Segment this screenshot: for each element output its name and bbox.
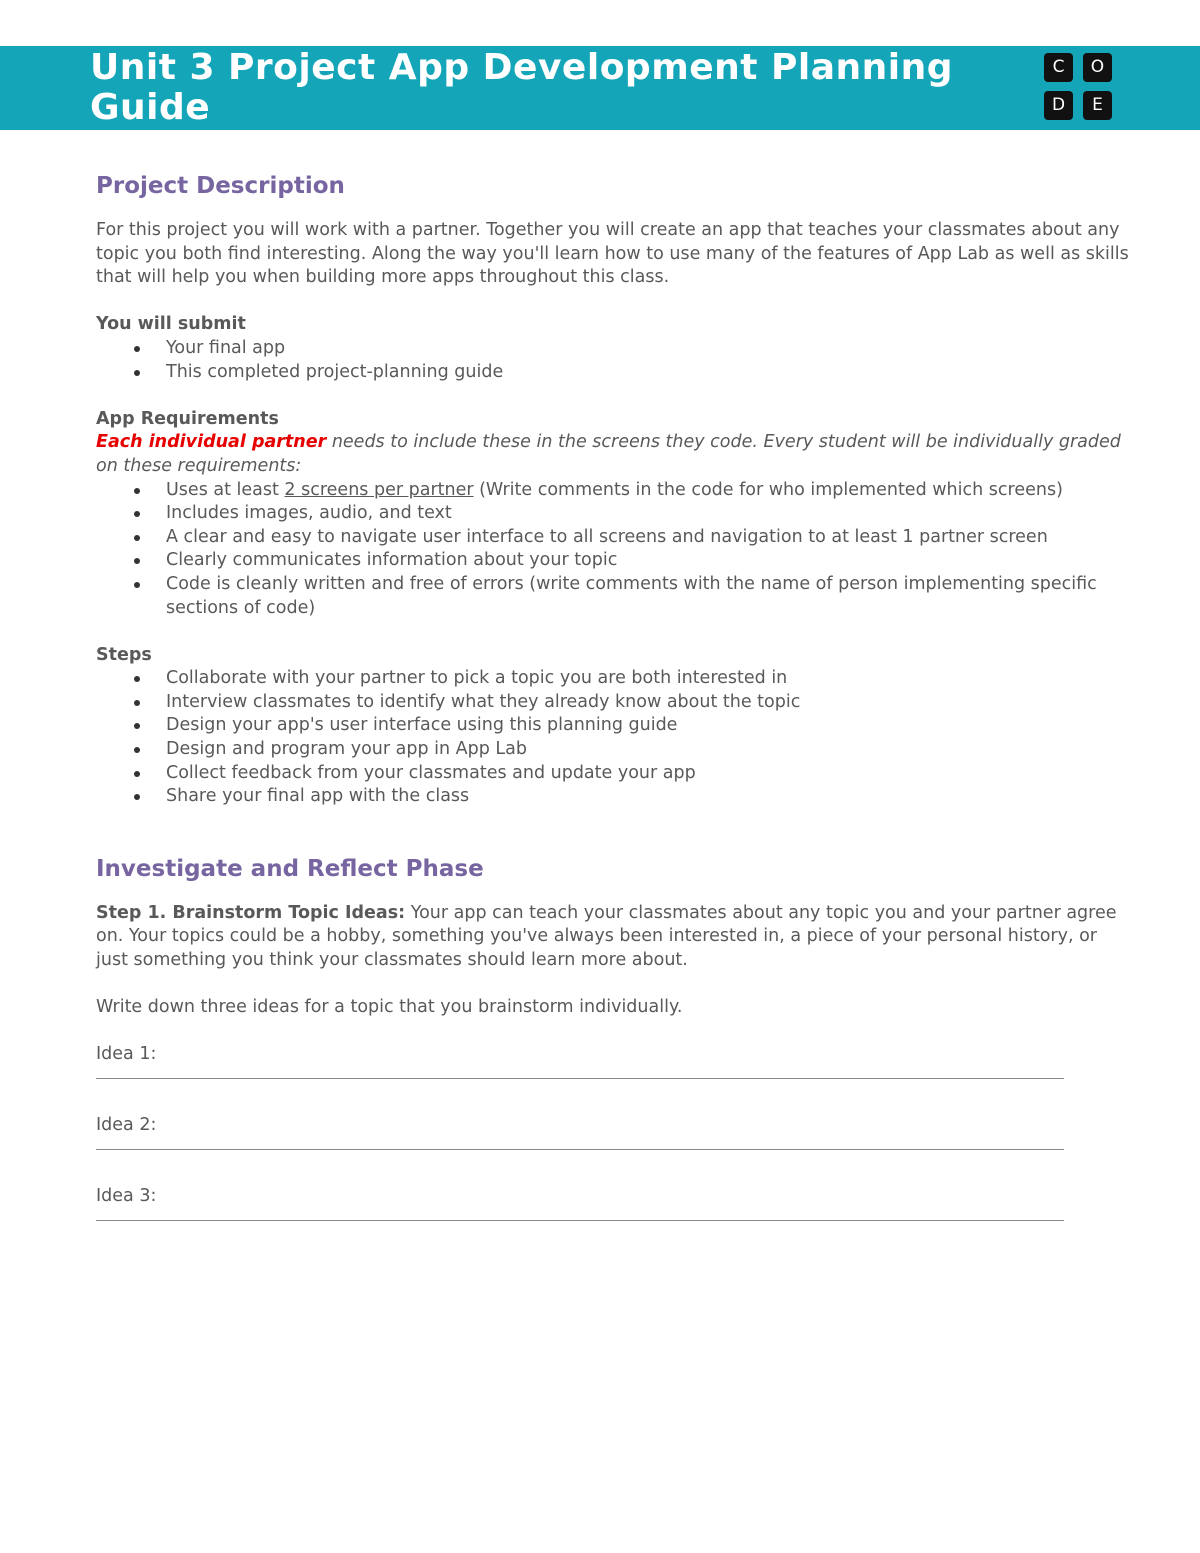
list-item: This completed project-planning guide (96, 361, 1131, 385)
list-item: Clearly communicates information about your topic (96, 549, 1131, 573)
idea-field-1[interactable] (96, 1043, 1064, 1114)
idea-label: Idea 1: (96, 1044, 157, 1065)
underlined-text: 2 screens per partner (284, 479, 474, 500)
list-item: Uses at least 2 screens per partner (Write comments in the code for who implemented which screens) (96, 479, 1131, 503)
idea-field-2[interactable] (96, 1114, 1064, 1185)
investigate-heading: Investigate and Reflect Phase (96, 855, 484, 882)
step1-label: Step 1. Brainstorm Topic Ideas: (96, 902, 406, 923)
answer-line (96, 1078, 1064, 1079)
requirements-note: Each individual partner needs to include these in the screens they code. Every student will be individually graded on these requirements: (96, 432, 1121, 476)
logo-letter-c: C (1044, 53, 1073, 82)
bullet-icon (134, 346, 140, 352)
steps-list (96, 667, 1131, 809)
bullet-icon (134, 558, 140, 564)
logo-letter-d: D (1044, 91, 1073, 120)
list-item: Design and program your app in App Lab (96, 738, 1131, 762)
list-item: A clear and easy to navigate user interface to all screens and navigation to at least 1 partner screen (96, 526, 1131, 550)
bullet-icon (134, 488, 140, 494)
list-item: Code is cleanly written and free of errors (write comments with the name of person implementing specific sections of code) (96, 573, 1131, 620)
bullet-icon (134, 535, 140, 541)
step1-paragraph: Step 1. Brainstorm Topic Ideas: Your app can teach your classmates about any topic you and your partner agree on. Your topics could be a hobby, something you've always been interested in, a piece of your personal history, or just something you think your classmates should learn more about. (96, 902, 1117, 971)
bullet-icon (134, 723, 140, 729)
bullet-icon (134, 676, 140, 682)
page-title: Unit 3 Project App Development Planning Guide (90, 47, 954, 128)
idea-label: Idea 2: (96, 1115, 157, 1136)
steps-heading: Steps (96, 644, 152, 665)
bullet-icon (134, 582, 140, 588)
brainstorm-instruction: Write down three ideas for a topic that you brainstorm individually. (96, 997, 683, 1018)
requirements-list (96, 479, 1131, 621)
project-intro: For this project you will work with a partner. Together you will create an app that teaches your classmates about any topic you both find interesting. Along the way you'll learn how to use many of the features of App Lab as well as skills that will help you when building more apps throughout this class. (96, 220, 1129, 288)
logo-letter-e: E (1083, 91, 1112, 120)
project-description-heading: Project Description (96, 173, 345, 199)
list-item: Your final app (96, 337, 1131, 361)
answer-line (96, 1149, 1064, 1150)
bullet-icon (134, 511, 140, 517)
answer-line (96, 1220, 1064, 1221)
logo-letter-o: O (1083, 53, 1112, 82)
bullet-icon (134, 771, 140, 777)
bullet-icon (134, 794, 140, 800)
bullet-icon (134, 370, 140, 376)
bullet-icon (134, 747, 140, 753)
idea-field-3[interactable] (96, 1185, 1064, 1256)
document-body (96, 170, 1131, 1256)
list-item: Interview classmates to identify what they already know about the topic (96, 691, 1131, 715)
list-item: Share your final app with the class (96, 785, 1131, 809)
list-item: Design your app's user interface using this planning guide (96, 714, 1131, 738)
list-item: Includes images, audio, and text (96, 502, 1131, 526)
submit-list (96, 337, 1131, 384)
requirements-heading: App Requirements (96, 408, 279, 429)
list-item: Collect feedback from your classmates and update your app (96, 762, 1131, 786)
bullet-icon (134, 700, 140, 706)
submit-heading: You will submit (96, 314, 246, 335)
emphasis-text: Each individual partner (96, 432, 327, 453)
code-org-logo (1044, 53, 1117, 125)
list-item: Collaborate with your partner to pick a topic you are both interested in (96, 667, 1131, 691)
idea-label: Idea 3: (96, 1186, 157, 1207)
